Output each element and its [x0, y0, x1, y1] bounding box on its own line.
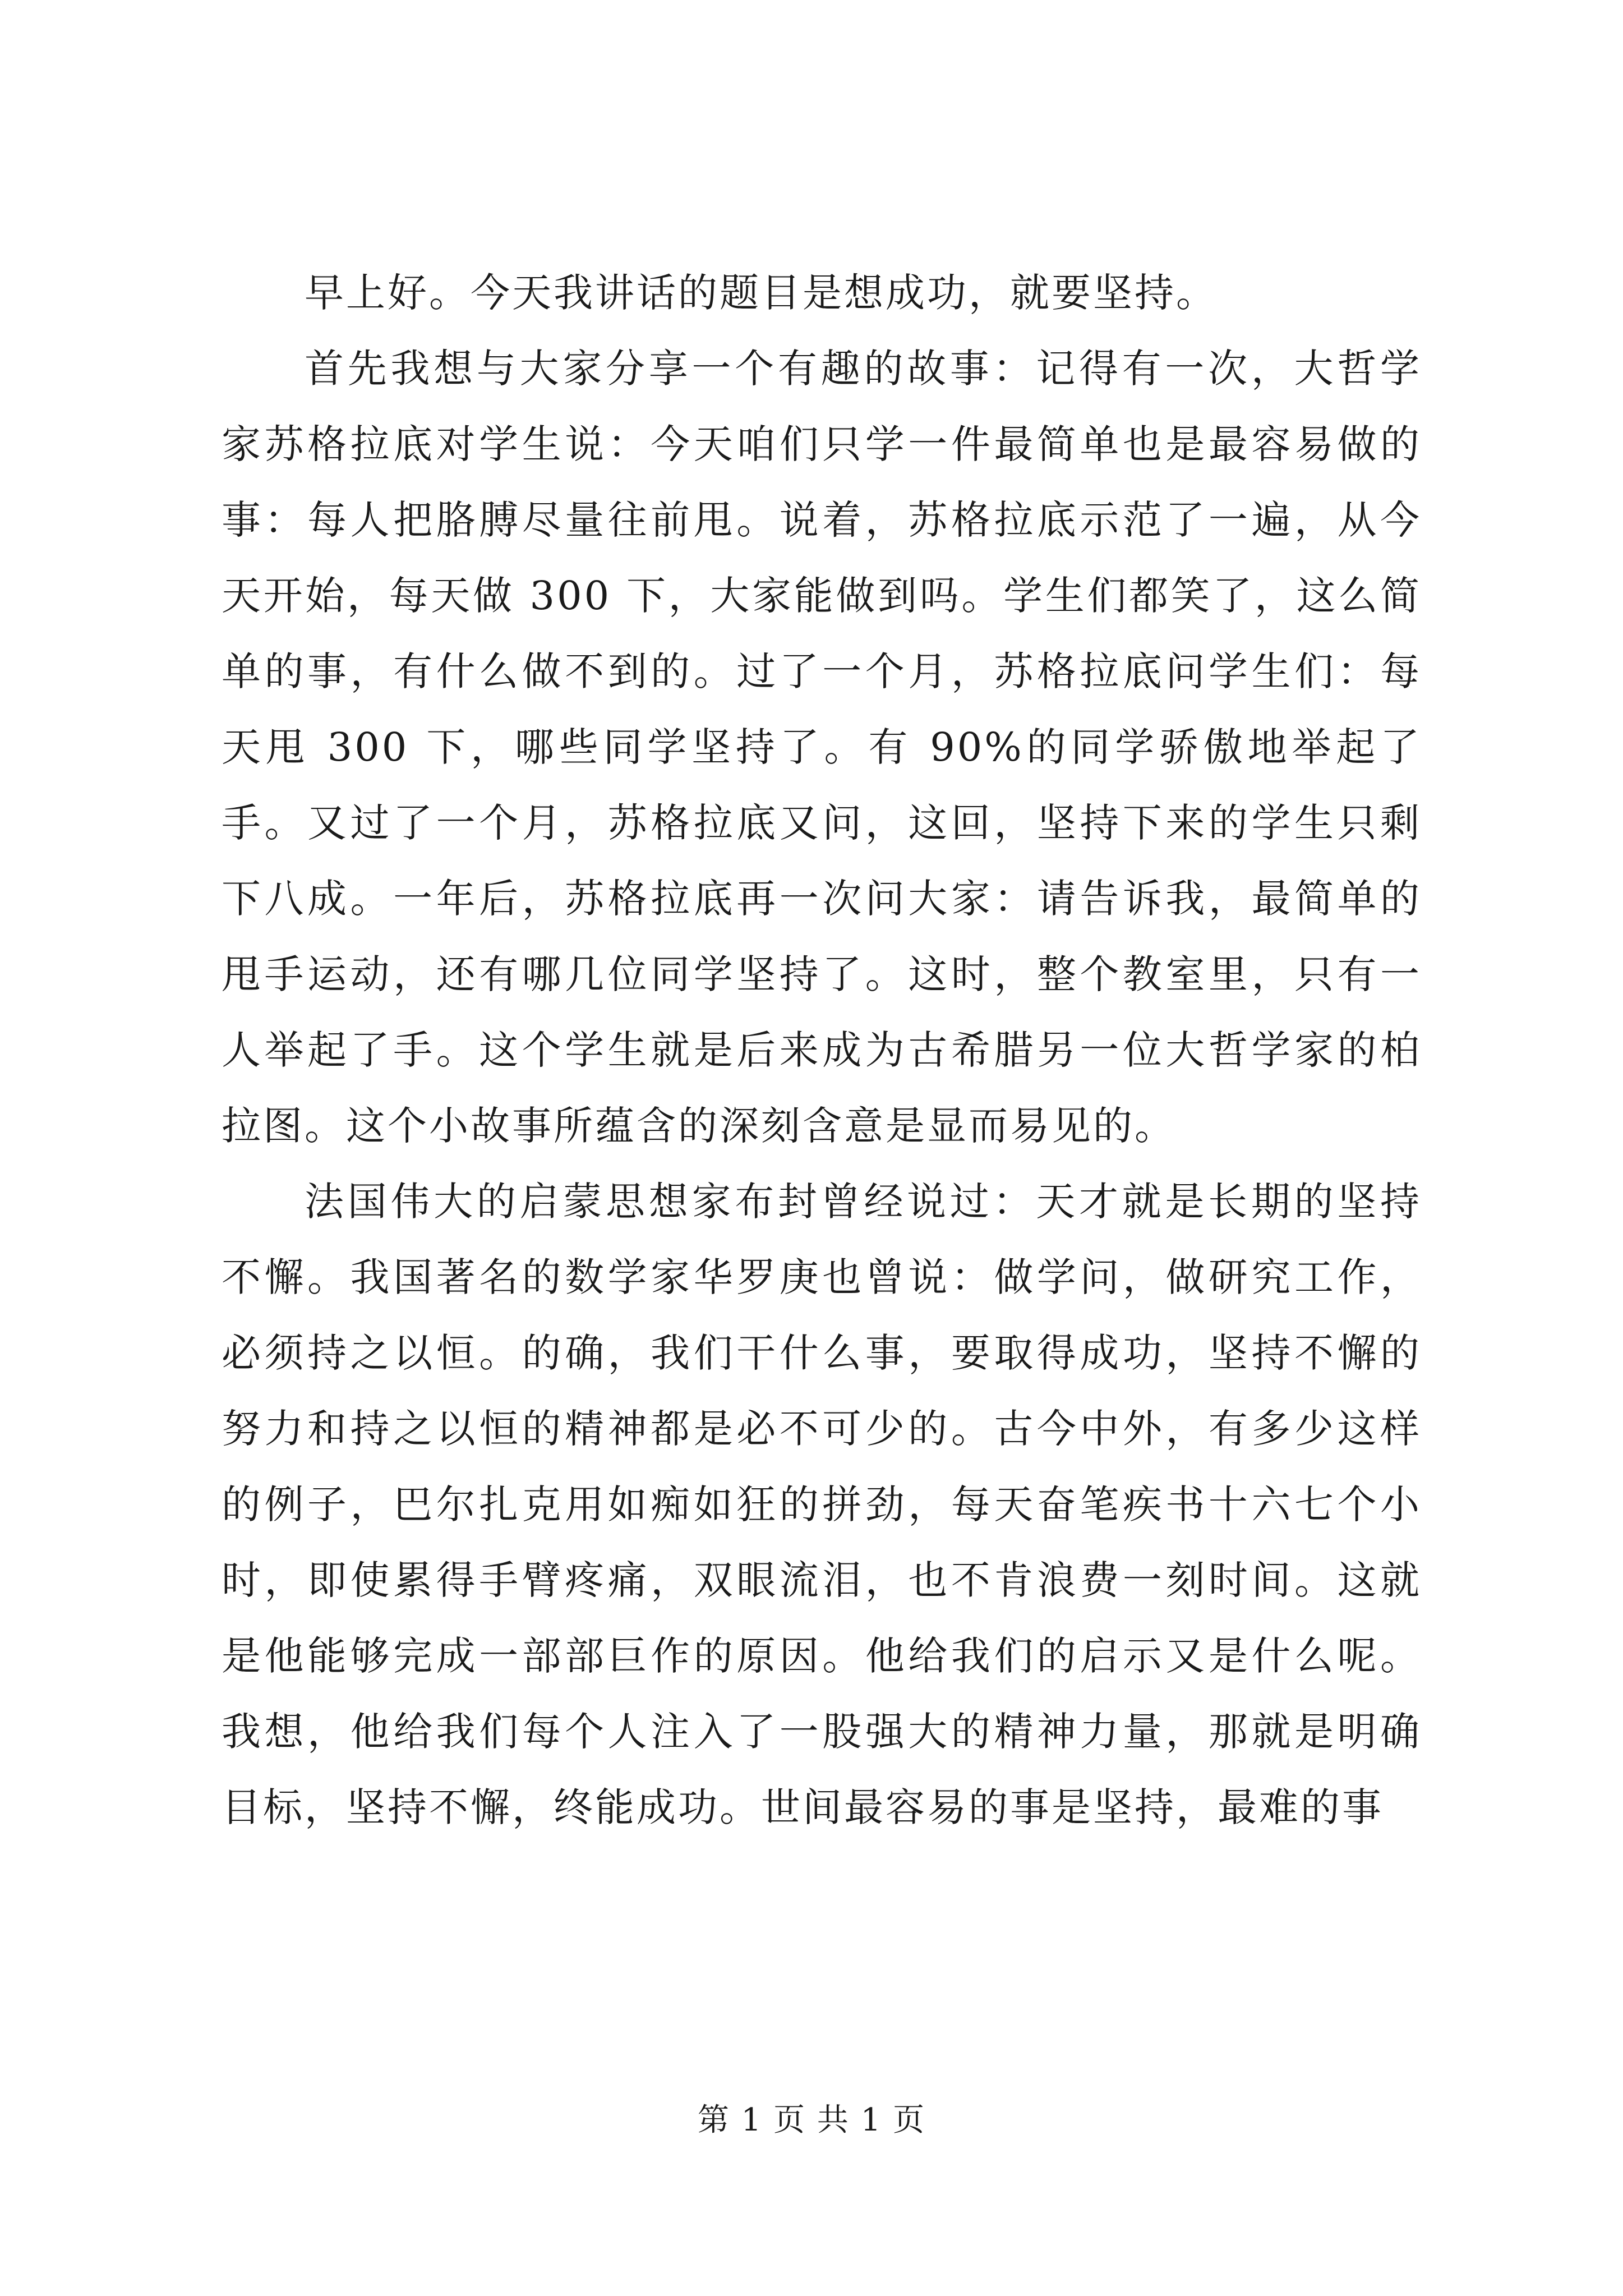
- paragraph-greeting: 早上好。今天我讲话的题目是想成功，就要坚持。: [305, 270, 1218, 316]
- document-body: [222, 255, 1422, 1846]
- paragraph-perseverance: 法国伟大的启蒙思想家布封曾经说过：天才就是长期的坚持不懈。我国著名的数学家华罗庚也曾说：做学问，做研究工作，必须持之以恒。的确，我们干什么事，要取得成功，坚持不懈的努力和持之以恒的精神都是必不可少的。古今中外，有多少这样的例子，巴尔扎克用如痴如狂的拼劲，每天奋笔疾书十六七个小时，即使累得手臂疼痛，双眼流泪，也不肯浪费一刻时间。这就是他能够完成一部部巨作的原因。他给我们的启示又是什么呢。我想，他给我们每个人注入了一股强大的精神力量，那就是明确目标，坚持不懈，终能成功。世间最容易的事是坚持，最难的事: [222, 1179, 1422, 1830]
- paragraph-socrates-story: 首先我想与大家分享一个有趣的故事：记得有一次，大哲学家苏格拉底对学生说：今天咱们只学一件最简单也是最容易做的事：每人把胳膊尽量往前甩。说着，苏格拉底示范了一遍，从今天开始，每天做 300 下，大家能做到吗。学生们都笑了，这么简单的事，有什么做不到的。过了一个月，苏格拉底问学生们：每天甩 300 下，哪些同学坚持了。有 90%的同学骄傲地举起了手。又过了一个月，苏格拉底又问，这回，坚持下来的学生只剩下八成。一年后，苏格拉底再一次问大家：请告诉我，最简单的甩手运动，还有哪几位同学坚持了。这时，整个教室里，只有一人举起了手。这个学生就是后来成为古希腊另一位大哲学家的柏拉图。这个小故事所蕴含的深刻含意是显而易见的。: [222, 346, 1422, 1149]
- page-footer: 第 1 页 共 1 页: [697, 2102, 926, 2138]
